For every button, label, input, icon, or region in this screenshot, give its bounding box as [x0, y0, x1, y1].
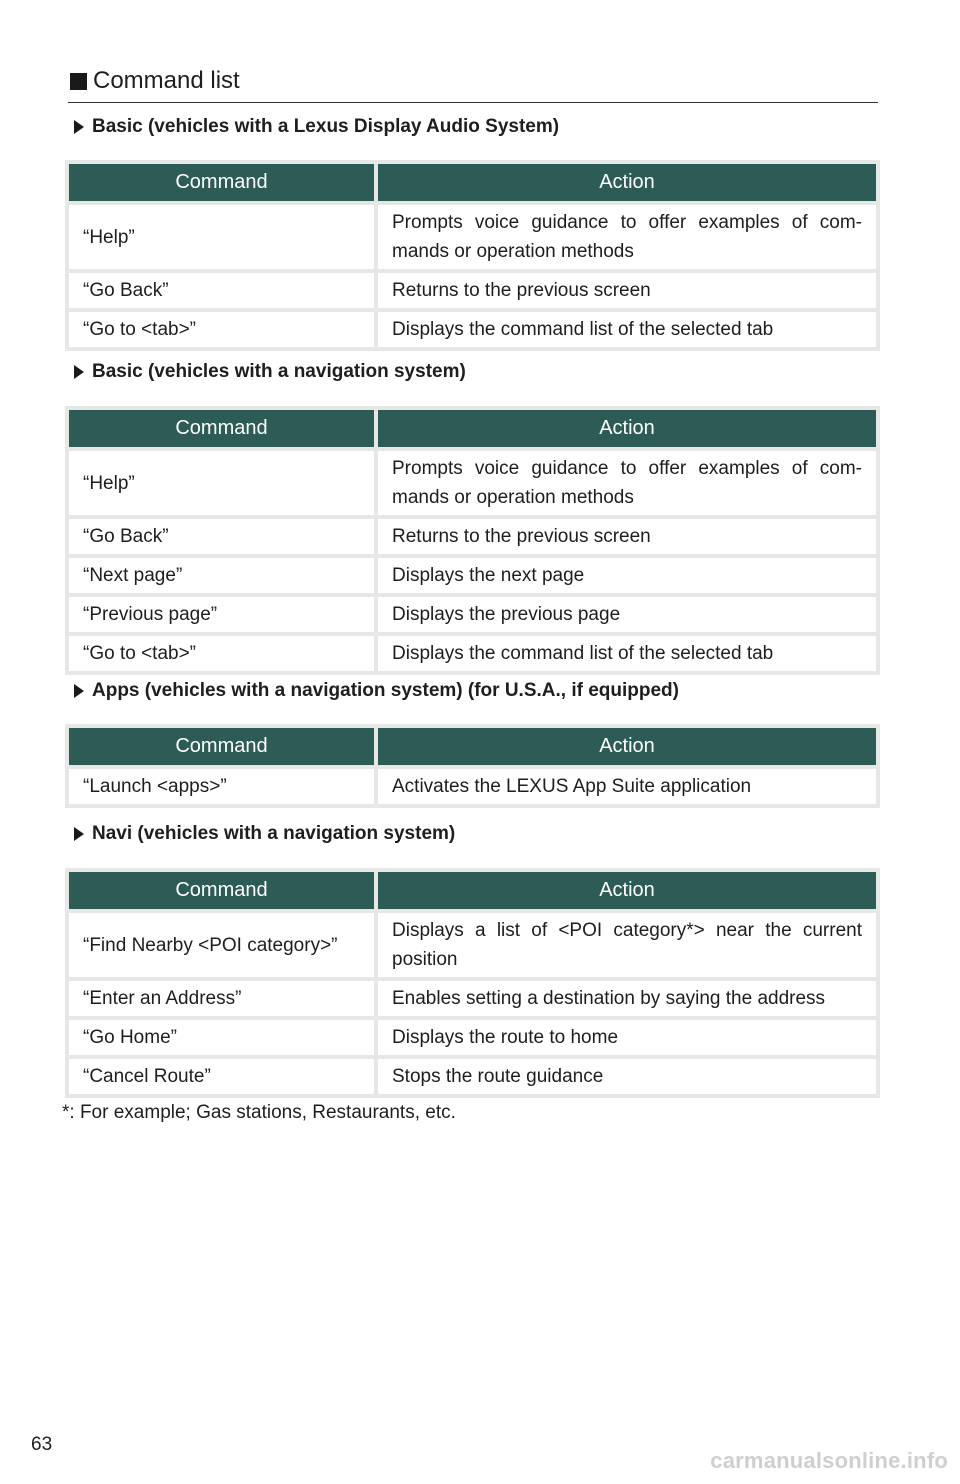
section-title-text: Basic (vehicles with a Lexus Display Audio System) — [92, 116, 560, 137]
action-cell: Displays a list of <POI category*> near the current position — [378, 913, 876, 977]
command-cell: “Go Back” — [69, 273, 374, 308]
footnote: *: For example; Gas stations, Restaurants, etc. — [62, 1102, 456, 1123]
table-row — [69, 597, 876, 632]
column-header-action: Action — [378, 872, 876, 909]
section-title-basic-navigation — [74, 359, 466, 385]
triangle-right-icon — [74, 827, 84, 841]
command-cell: “Find Nearby <POI category>” — [69, 913, 374, 977]
action-cell: Stops the route guidance — [378, 1059, 876, 1094]
column-header-command: Command — [69, 728, 374, 765]
column-header-action: Action — [378, 728, 876, 765]
column-header-action: Action — [378, 164, 876, 201]
command-cell: “Launch <apps>” — [69, 769, 374, 804]
command-table-basic-navigation — [65, 406, 880, 675]
table-row — [69, 273, 876, 308]
table-row — [69, 769, 876, 804]
section-title-text: Navi (vehicles with a navigation system) — [92, 823, 456, 844]
action-cell: Displays the command list of the selected tab — [378, 312, 876, 347]
page-number: 63 — [31, 1434, 53, 1455]
command-cell: “Help” — [69, 205, 374, 269]
square-bullet-icon — [70, 73, 87, 90]
action-cell: Displays the route to home — [378, 1020, 876, 1055]
command-cell: “Go to <tab>” — [69, 312, 374, 347]
action-cell: Returns to the previous screen — [378, 519, 876, 554]
action-cell: Returns to the previous screen — [378, 273, 876, 308]
command-cell: “Enter an Address” — [69, 981, 374, 1016]
table-row — [69, 558, 876, 593]
page-heading — [68, 66, 878, 103]
section-title-navi — [74, 821, 455, 847]
section-title-text: Basic (vehicles with a navigation system) — [92, 361, 466, 382]
command-cell: “Next page” — [69, 558, 374, 593]
action-cell: Displays the command list of the selected tab — [378, 636, 876, 671]
table-row — [69, 636, 876, 671]
table-row — [69, 1059, 876, 1094]
triangle-right-icon — [74, 684, 84, 698]
triangle-right-icon — [74, 120, 84, 134]
table-row — [69, 913, 876, 977]
column-header-command: Command — [69, 410, 374, 447]
command-cell: “Go Home” — [69, 1020, 374, 1055]
column-header-action: Action — [378, 410, 876, 447]
table-row — [69, 519, 876, 554]
action-cell: Enables setting a destination by saying the address — [378, 981, 876, 1016]
table-header-row — [69, 728, 876, 765]
action-cell: Prompts voice guidance to offer examples of com-mands or operation methods — [378, 451, 876, 515]
action-cell: Displays the next page — [378, 558, 876, 593]
table-header-row — [69, 872, 876, 909]
table-header-row — [69, 410, 876, 447]
table-row — [69, 205, 876, 269]
command-table-apps — [65, 724, 880, 808]
column-header-command: Command — [69, 164, 374, 201]
command-cell: “Cancel Route” — [69, 1059, 374, 1094]
section-title-text: Apps (vehicles with a navigation system) (for U.S.A., if equipped) — [92, 680, 679, 701]
table-row — [69, 312, 876, 347]
command-table-navi — [65, 868, 880, 1098]
command-cell: “Help” — [69, 451, 374, 515]
table-row — [69, 451, 876, 515]
command-table-basic-audio — [65, 160, 880, 351]
triangle-right-icon — [74, 365, 84, 379]
command-cell: “Go to <tab>” — [69, 636, 374, 671]
action-cell: Activates the LEXUS App Suite application — [378, 769, 876, 804]
table-header-row — [69, 164, 876, 201]
section-title-basic-audio — [74, 114, 559, 140]
command-cell: “Previous page” — [69, 597, 374, 632]
table-row — [69, 1020, 876, 1055]
action-cell: Prompts voice guidance to offer examples of com-mands or operation methods — [378, 205, 876, 269]
command-cell: “Go Back” — [69, 519, 374, 554]
action-cell: Displays the previous page — [378, 597, 876, 632]
column-header-command: Command — [69, 872, 374, 909]
table-row — [69, 981, 876, 1016]
section-title-apps — [74, 678, 679, 704]
page-title: Command list — [93, 67, 240, 94]
watermark-text: carmanualsonline.info — [710, 1448, 948, 1473]
